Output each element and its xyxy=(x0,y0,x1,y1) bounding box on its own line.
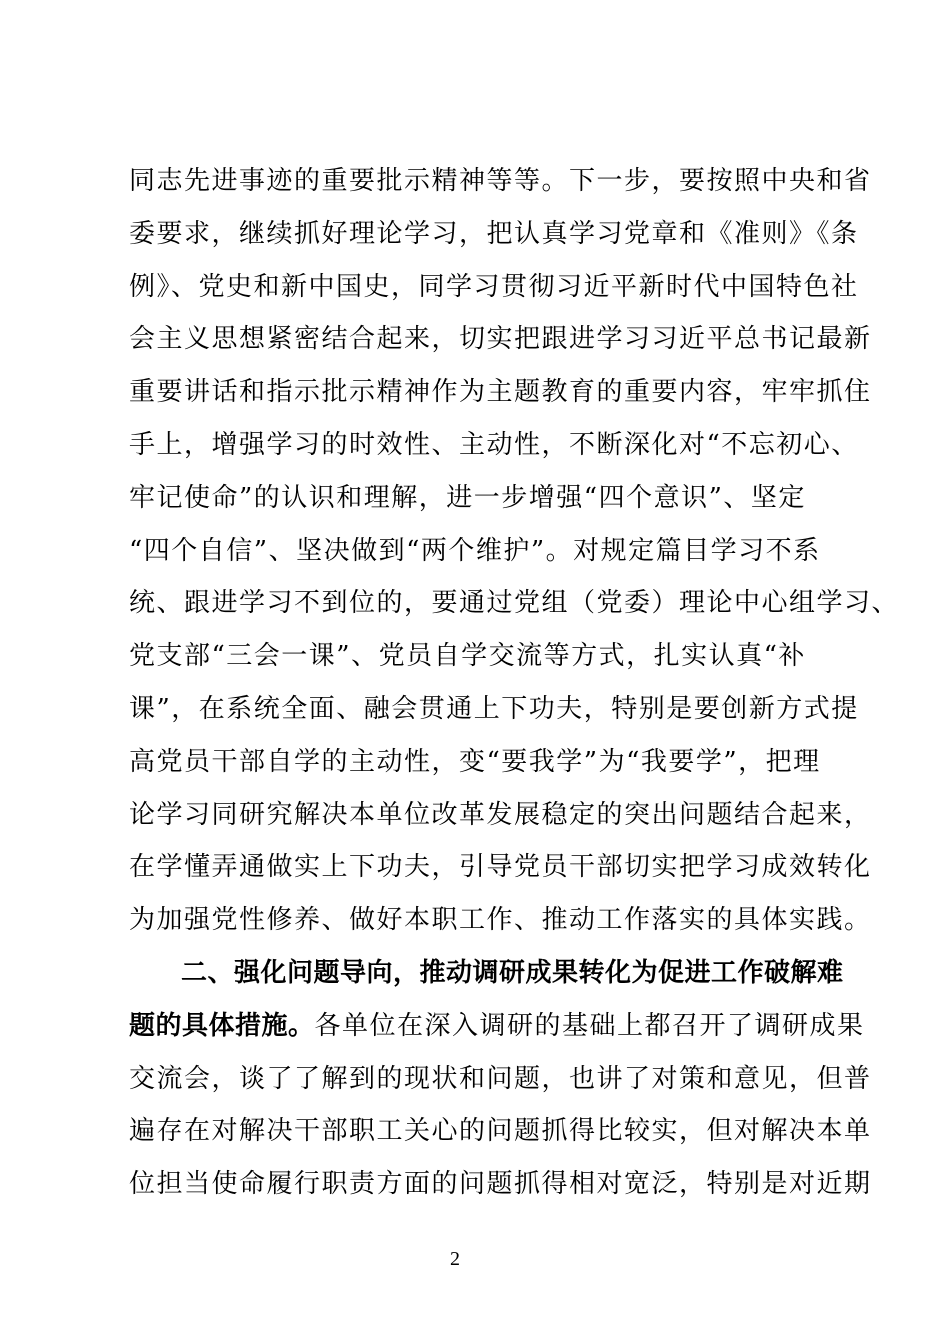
body-line: 牢记使命”的认识和理解，进一步增强“四个意识”、坚定 xyxy=(129,482,806,513)
body-line: 会主义思想紧密结合起来，切实把跟进学习习近平总书记最新 xyxy=(129,324,872,355)
body-line: “四个自信”、坚决做到“两个维护”。对规定篇目学习不系 xyxy=(129,535,821,566)
body-line: 课”，在系统全面、融会贯通上下功夫，特别是要创新方式提 xyxy=(129,693,859,724)
body-line: 在学懂弄通做实上下功夫，引导党员干部切实把学习成效转化 xyxy=(129,852,872,883)
body-line: 遍存在对解决干部职工关心的问题抓得比较实，但对解决本单 xyxy=(129,1116,872,1147)
body-line: 位担当使命履行职责方面的问题抓得相对宽泛，特别是对近期 xyxy=(129,1169,872,1200)
body-line: 交流会，谈了了解到的现状和问题，也讲了对策和意见，但普 xyxy=(129,1063,872,1094)
body-line: 统、跟进学习不到位的，要通过党组（党委）理论中心组学习、 xyxy=(129,588,900,619)
body-line: 为加强党性修养、做好本职工作、推动工作落实的具体实践。 xyxy=(129,905,872,936)
section-heading-continuation xyxy=(129,1000,865,1053)
document-body xyxy=(129,155,900,1211)
body-line: 同志先进事迹的重要批示精神等等。下一步，要按照中央和省 xyxy=(129,166,872,196)
body-line: 党支部“三会一课”、党员自学交流等方式，扎实认真“补 xyxy=(129,641,806,672)
page-number: 2 xyxy=(450,1248,460,1270)
body-line: 论学习同研究解决本单位改革发展稳定的突出问题结合起来， xyxy=(129,799,872,830)
body-line: 重要讲话和指示批示精神作为主题教育的重要内容，牢牢抓住 xyxy=(129,377,872,408)
body-line: 委要求，继续抓好理论学习，把认真学习党章和《准则》《条 xyxy=(129,218,859,249)
body-line: 手上，增强学习的时效性、主动性，不断深化对“不忘初心、 xyxy=(129,429,859,460)
section-heading-tail: 题的具体措施。 xyxy=(129,1010,315,1041)
section-text: 各单位在深入调研的基础上都召开了调研成果 xyxy=(314,1010,865,1041)
body-line: 高党员干部自学的主动性，变“要我学”为“我要学”，把理 xyxy=(129,746,821,777)
body-line: 例》、党史和新中国史，同学习贯彻习近平新时代中国特色社 xyxy=(129,271,859,302)
section-heading-line: 二、强化问题导向，推动调研成果转化为促进工作破解难 xyxy=(181,957,844,988)
